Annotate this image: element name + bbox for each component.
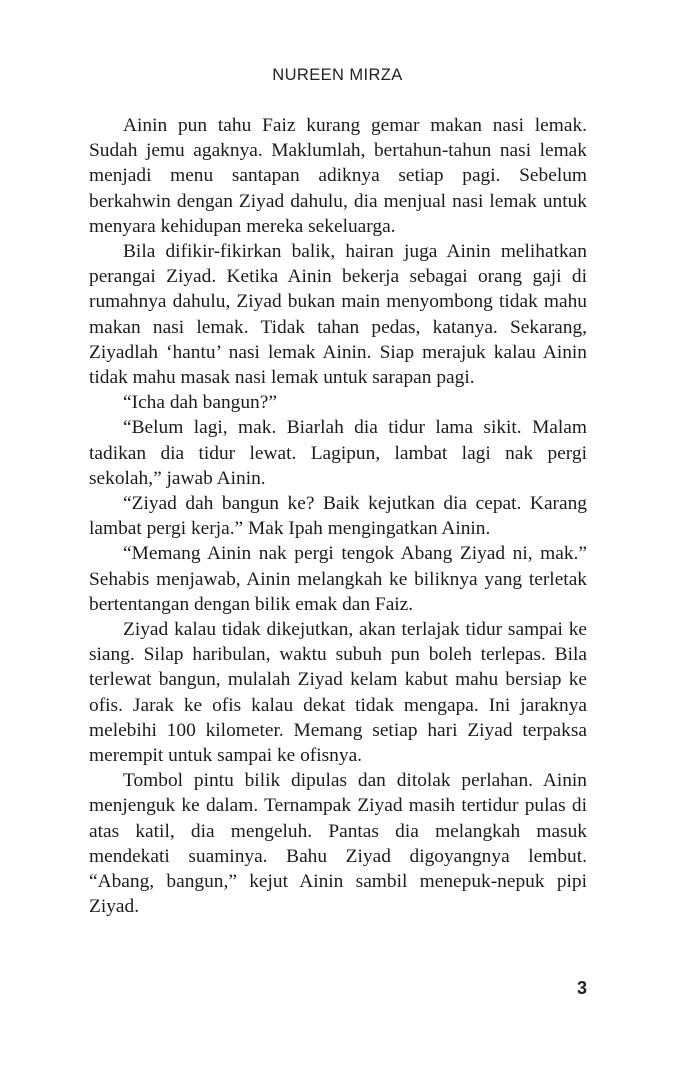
running-head-author: NUREEN MIRZA <box>272 66 403 84</box>
paragraph: Tombol pintu bilik dipulas dan ditolak perlahan. Ainin menjenguk ke dalam. Ternampak Ziyad masih tertidur pulas di atas katil, dia mengeluh. Pantas dia melangkah masuk mendekati suaminya. Bahu Ziyad digoyangnya lembut. “Abang, bangun,” kejut Ainin sambil menepuk-nepuk pipi Ziyad. <box>89 770 587 918</box>
page-number: 3 <box>576 978 587 998</box>
paragraph: Bila difikir-fikirkan balik, hairan juga Ainin melihatkan perangai Ziyad. Ketika Ainin bekerja sebagai orang gaji di rumahnya dahulu, Ziyad bukan main menyombong tidak mahu makan nasi lemak. Tidak tahan pedas, katanya. Sekarang, Ziyadlah ‘hantu’ nasi lemak Ainin. Siap merajuk kalau Ainin tidak mahu masak nasi lemak untuk sarapan pagi. <box>89 241 587 389</box>
paragraph: “Ziyad dah bangun ke? Baik kejutkan dia cepat. Karang lambat pergi kerja.” Mak Ipah mengingatkan Ainin. <box>89 493 587 540</box>
paragraph: “Icha dah bangun?” <box>123 392 277 414</box>
paragraph: Ziyad kalau tidak dikejutkan, akan terlajak tidur sampai ke siang. Silap haribulan, waktu subuh pun boleh terlepas. Bila terlewat bangun, mulalah Ziyad kelam kabut mahu bersiap ke ofis. Jarak ke ofis kalau dekat tidak mengapa. Ini jaraknya melebihi 100 kilometer. Memang setiap hari Ziyad terpaksa merempit untuk sampai ke ofisnya. <box>89 619 587 767</box>
paragraph: “Memang Ainin nak pergi tengok Abang Ziyad ni, mak.” Sehabis menjawab, Ainin melangkah ke biliknya yang terletak bertentangan dengan bilik emak dan Faiz. <box>89 543 587 615</box>
paragraph: “Belum lagi, mak. Biarlah dia tidur lama sikit. Malam tadikan dia tidur lewat. Lagipun, lambat lagi nak pergi sekolah,” jawab Ainin. <box>89 417 587 489</box>
paragraph: Ainin pun tahu Faiz kurang gemar makan nasi lemak. Sudah jemu agaknya. Maklumlah, bertahun-tahun nasi lemak menjadi menu santapan adiknya setiap pagi. Sebelum berkahwin dengan Ziyad dahulu, dia menjual nasi lemak untuk menyara kehidupan mereka sekeluarga. <box>89 115 587 237</box>
body-text <box>89 113 587 920</box>
